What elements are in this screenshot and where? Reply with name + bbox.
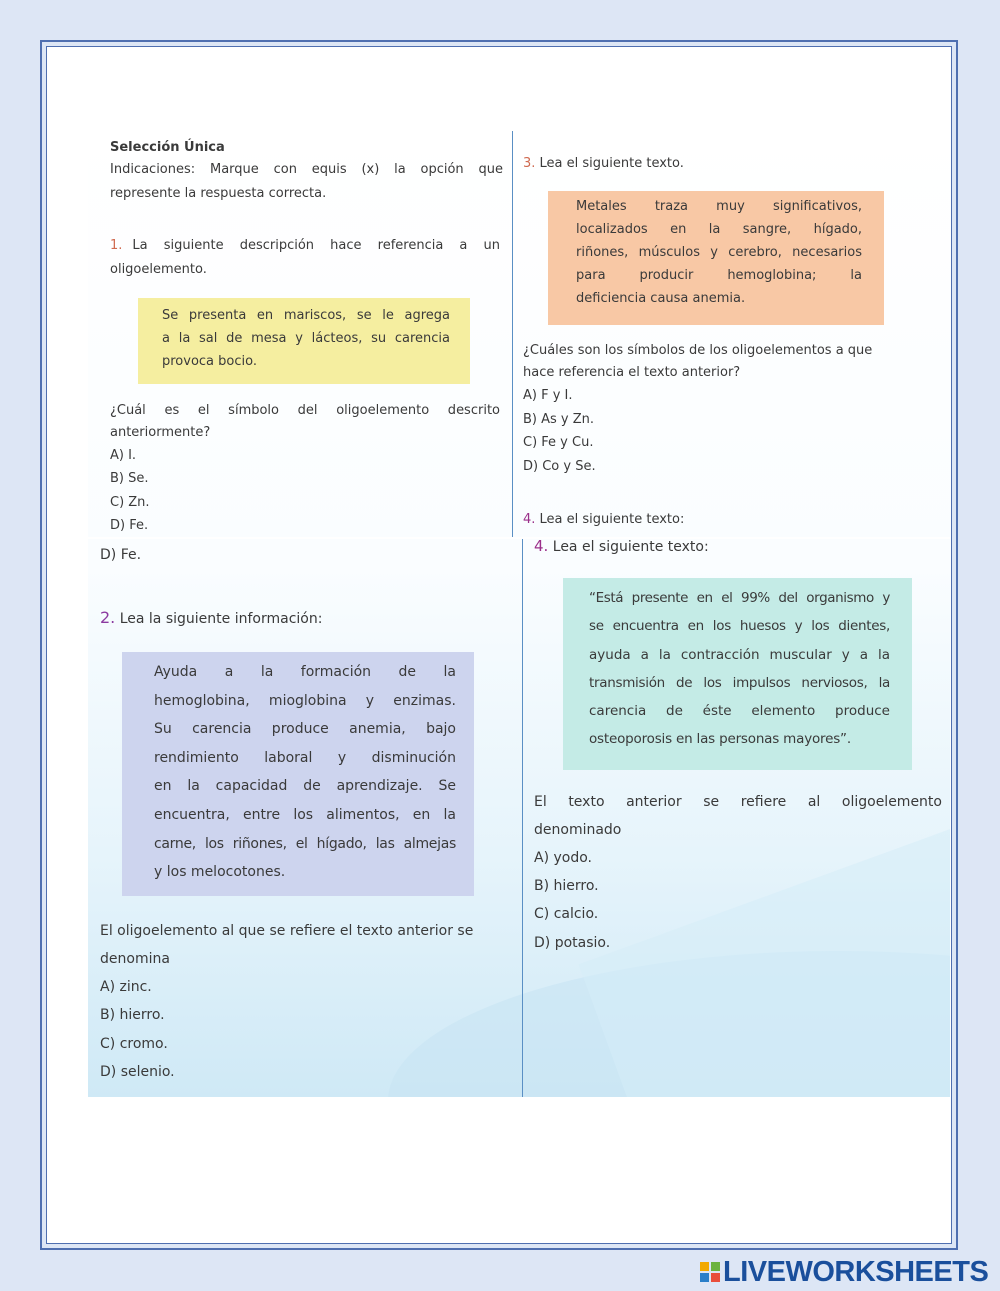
q1-question-line-2: anteriormente? (110, 425, 211, 440)
q3-box-line: Metales traza muy significativos, (576, 199, 862, 214)
q4-prompt (534, 534, 709, 559)
q1-option-c[interactable]: C) Zn. (110, 495, 150, 510)
q1-option-d[interactable]: D) Fe. (110, 518, 149, 533)
q3-option-c[interactable]: C) Fe y Cu. (523, 435, 594, 450)
q2-box-line: Ayuda a la formación de la (154, 664, 456, 680)
q2-prompt-text: Lea la siguiente información: (119, 611, 323, 627)
column-divider-bottom (522, 539, 523, 1097)
q4-option-d[interactable]: D) potasio. (534, 935, 611, 951)
section-title: Selección Única (110, 140, 225, 155)
q4-box-line: se encuentra en los huesos y los dientes, (589, 618, 890, 635)
decorative-shape (579, 793, 950, 1097)
q1-prompt-line-1 (110, 234, 500, 257)
column-divider-top (512, 131, 513, 537)
logo-squares-icon (700, 1262, 720, 1282)
instructions-line-2: represente la respuesta correcta. (110, 186, 327, 201)
q4-cut-prompt-text: Lea el siguiente texto: (539, 512, 685, 527)
q1-option-b[interactable]: B) Se. (110, 471, 149, 486)
q3-box-line: localizados en la sangre, hígado, (576, 222, 862, 237)
q2-option-a[interactable]: A) zinc. (100, 979, 152, 995)
q4-option-b[interactable]: B) hierro. (534, 878, 599, 894)
q2-box-line: en la capacidad de aprendizaje. Se (154, 778, 456, 795)
q4-question-line-1: El texto anterior se refiere al oligoelemento (534, 794, 942, 810)
q4-cut-prompt (523, 508, 684, 531)
q1-box-line: a la sal de mesa y lácteos, su carencia (162, 331, 450, 346)
q3-option-d[interactable]: D) Co y Se. (523, 459, 596, 474)
q2-option-b[interactable]: B) hierro. (100, 1007, 165, 1023)
q3-question-line-2: hace referencia el texto anterior? (523, 365, 741, 380)
q4-box-line: carencia de éste elemento produce (589, 703, 890, 720)
q2-question-line-1: El oligoelemento al que se refiere el texto anterior se (100, 923, 474, 939)
q1-text-box (138, 298, 470, 384)
q2-box-line: rendimiento laboral y disminución (154, 749, 456, 766)
q3-option-b[interactable]: B) As y Zn. (523, 412, 595, 427)
q3-number: 3. (523, 156, 536, 171)
q2-box-line: encuentra, entre los alimentos, en la (154, 806, 456, 823)
q3-option-a[interactable]: A) F y I. (523, 388, 573, 403)
q2-option-d[interactable]: D) selenio. (100, 1064, 175, 1080)
q2-box-line: y los melocotones. (154, 864, 286, 881)
q3-question-line-1: ¿Cuáles son los símbolos de los oligoelementos a que (523, 343, 873, 358)
q1-option-a[interactable]: A) I. (110, 448, 137, 463)
q2-number: 2. (100, 608, 116, 627)
q1-option-d-repeat[interactable]: D) Fe. (100, 547, 142, 563)
q2-prompt (100, 606, 322, 631)
q2-box-line: hemoglobina, mioglobina y enzimas. (154, 692, 456, 709)
q4-box-line: “Está presente en el 99% del organismo y (589, 590, 890, 606)
q2-box-line: carne, los riñones, el hígado, las almejas (154, 835, 456, 852)
q4-box-line: transmisión de los impulsos nerviosos, la (589, 674, 890, 691)
instructions-line-1: Indicaciones: Marque con equis (x) la opción que (110, 162, 503, 177)
q3-box-line: para producir hemoglobina; la (576, 268, 862, 283)
q1-prompt-text: La siguiente descripción hace referencia a un (132, 238, 500, 253)
q1-question-line-1: ¿Cuál es el símbolo del oligoelemento descrito (110, 403, 500, 418)
q2-text-box (122, 652, 474, 896)
q1-prompt-line-2: oligoelemento. (110, 262, 207, 277)
q3-box-line: deficiencia causa anemia. (576, 291, 746, 306)
logo-text: LIVEWORKSHEETS (723, 1256, 989, 1288)
q2-question-line-2: denomina (100, 951, 170, 967)
q4-number: 4. (534, 537, 549, 555)
q2-box-line: Su carencia produce anemia, bajo (154, 721, 456, 738)
q3-text-box (548, 191, 884, 325)
q3-box-line: riñones, músculos y cerebro, necesarios (576, 245, 862, 260)
q4-option-c[interactable]: C) calcio. (534, 906, 599, 922)
q3-prompt-text: Lea el siguiente texto. (539, 156, 684, 171)
q1-box-line: Se presenta en mariscos, se le agrega (162, 308, 450, 323)
q4-box-line: osteoporosis en las personas mayores”. (589, 731, 851, 748)
liveworksheets-logo[interactable] (700, 1257, 988, 1287)
section-split (88, 537, 950, 539)
q4-text-box (563, 578, 912, 770)
q1-box-line: provoca bocio. (162, 354, 257, 369)
q4-option-a[interactable]: A) yodo. (534, 850, 592, 866)
q2-option-c[interactable]: C) cromo. (100, 1036, 168, 1052)
q3-prompt (523, 152, 684, 175)
q4-question-line-2: denominado (534, 822, 622, 838)
q4-cut-number: 4. (523, 512, 536, 527)
q1-number: 1. (110, 238, 123, 253)
q4-box-line: ayuda a la contracción muscular y a la (589, 646, 890, 663)
q4-prompt-text: Lea el siguiente texto: (552, 539, 709, 555)
